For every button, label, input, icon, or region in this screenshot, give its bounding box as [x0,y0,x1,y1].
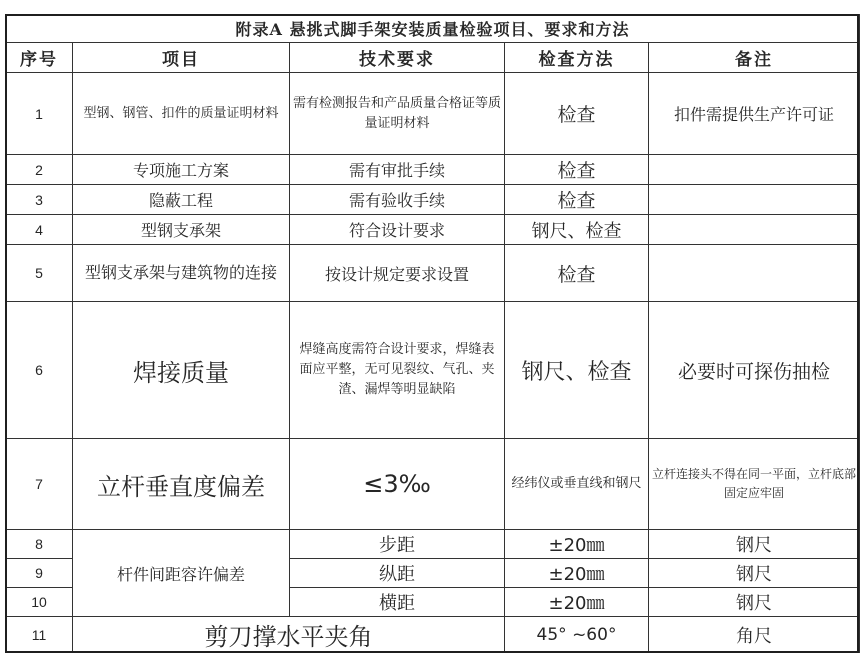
note-cell: 钢尺 [649,588,860,617]
method-cell: 检查 [505,185,649,215]
requirement-cell: 步距 [290,530,505,559]
item-cell: 隐蔽工程 [73,185,290,215]
item-cell: 型钢、钢管、扣件的质量证明材料 [73,73,290,155]
requirement-cell: 横距 [290,588,505,617]
note-cell: 立杆连接头不得在同一平面，立杆底部固定应牢固 [649,439,860,530]
method-cell: ±20㎜ [505,559,649,588]
note-cell: 必要时可探伤抽检 [649,302,860,439]
table-outer-border [5,14,859,653]
requirement-cell: 需有检测报告和产品质量合格证等质量证明材料 [290,73,505,155]
table-title: 附录A 悬挑式脚手架安装质量检验项目、要求和方法 [6,15,860,43]
header-note: 备注 [649,43,860,73]
requirement-cell: 焊缝高度需符合设计要求，焊缝表面应平整，无可见裂纹、气孔、夹渣、漏焊等明显缺陷 [290,302,505,439]
item-cell: 专项施工方案 [73,155,290,185]
header-no: 序号 [6,43,73,73]
method-cell: 钢尺、检查 [505,215,649,245]
requirement-cell: 纵距 [290,559,505,588]
requirement-cell: 需有验收手续 [290,185,505,215]
method-cell: 45° ~60° [505,617,649,653]
item-cell: 型钢支承架与建筑物的连接 [73,245,290,302]
item-cell: 型钢支承架 [73,215,290,245]
header-item: 项目 [73,43,290,73]
method-cell: 钢尺、检查 [505,302,649,439]
item-cell: 剪刀撑水平夹角 [73,617,505,653]
header-requirement: 技术要求 [290,43,505,73]
note-cell: 钢尺 [649,559,860,588]
item-cell: 立杆垂直度偏差 [73,439,290,530]
row-number: 6 [6,302,73,439]
method-cell: ±20㎜ [505,588,649,617]
row-number: 3 [6,185,73,215]
row-number: 1 [6,73,73,155]
requirement-cell: 符合设计要求 [290,215,505,245]
row-number: 2 [6,155,73,185]
note-cell: 钢尺 [649,530,860,559]
row-number: 10 [6,588,73,617]
method-cell: 经纬仪或垂直线和钢尺 [505,439,649,530]
row-number: 8 [6,530,73,559]
method-cell: 检查 [505,245,649,302]
requirement-cell: 需有审批手续 [290,155,505,185]
requirement-cell: ≤3‰ [290,439,505,530]
row-number: 9 [6,559,73,588]
item-cell-spacing: 杆件间距容许偏差 [73,530,290,617]
row-number: 4 [6,215,73,245]
row-number: 7 [6,439,73,530]
note-cell: 角尺 [649,617,860,653]
note-cell: 扣件需提供生产许可证 [649,73,860,155]
row-number: 11 [6,617,73,653]
method-cell: 检查 [505,73,649,155]
method-cell: 检查 [505,155,649,185]
requirement-cell: 按设计规定要求设置 [290,245,505,302]
row-number: 5 [6,245,73,302]
header-method: 检查方法 [505,43,649,73]
method-cell: ±20㎜ [505,530,649,559]
item-cell: 焊接质量 [73,302,290,439]
